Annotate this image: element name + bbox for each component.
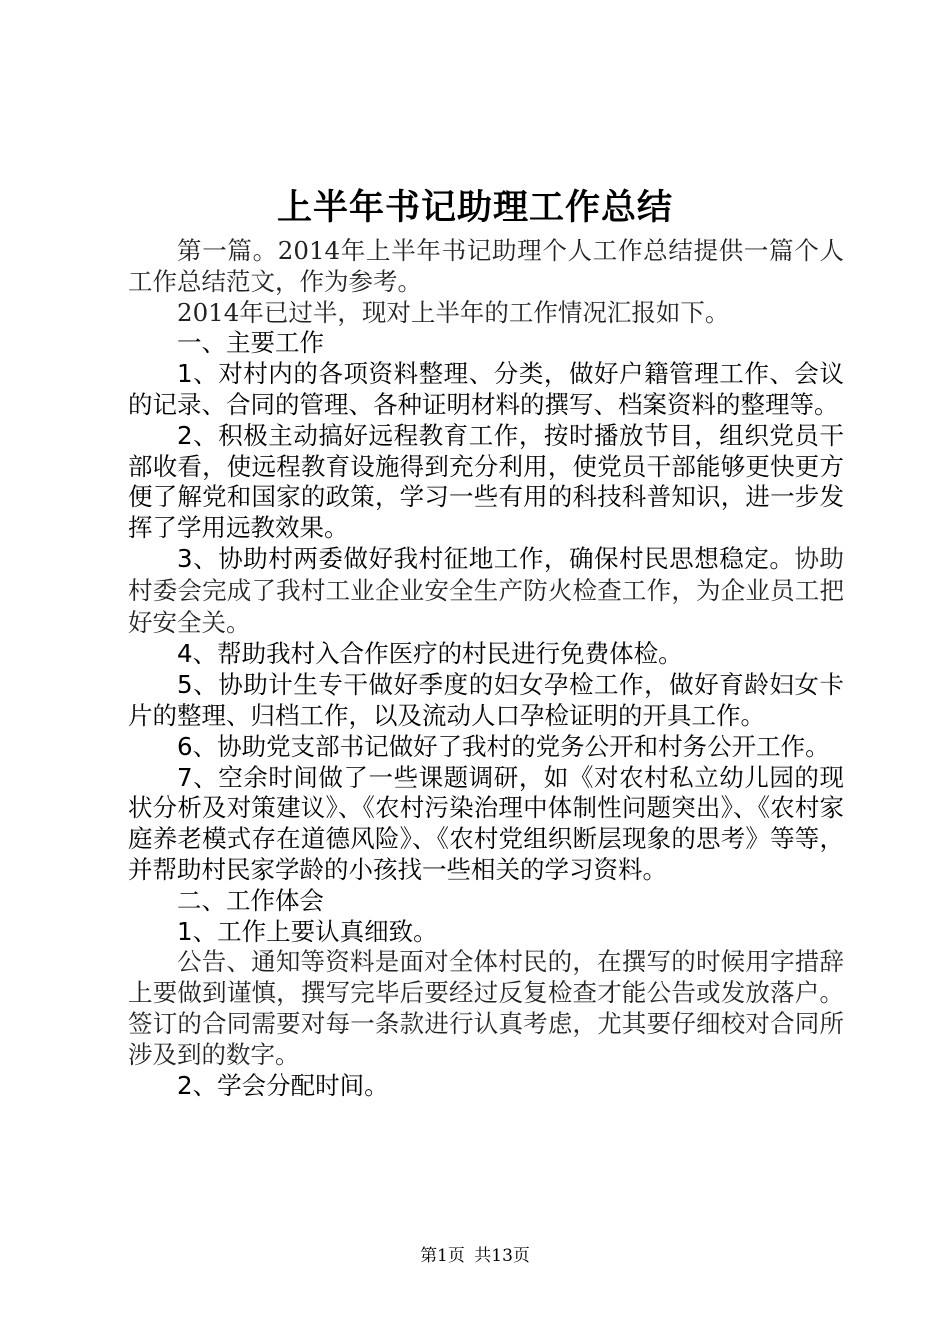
section-heading-experience: 二、工作体会: [177, 885, 324, 915]
intro-paragraph: 第一篇。2014年上半年书记助理个人工作总结提供一篇个人工作总结范文，作为参考。: [128, 236, 844, 296]
work-item-3: [128, 544, 844, 639]
work-item-7: 7、空余时间做了一些课题调研，如《对农村私立幼儿园的现状分析及对策建议》、《农村污染治理中体制性问题突出》、《农村家庭养老模式存在道德风险》、《农村党组织断层现象的思考》等等，并帮助村民家学龄的小孩找一些相关的学习资料。: [128, 762, 844, 884]
work-item-1: 1、对村内的各项资料整理、分类，做好户籍管理工作、会议的记录、合同的管理、各种证明材料的撰写、档案资料的整理等。: [128, 359, 844, 419]
experience-item-1-detail: 公告、通知等资料是面对全体村民的，在撰写的时候用字措辞上要做到谨慎，撰写完毕后要经过反复检查才能公告或发放落户。签订的合同需要对每一条款进行认真考虑，尤其要仔细校对合同所涉及到的数字。: [128, 947, 844, 1069]
section-heading-main-work: 一、主要工作: [177, 328, 324, 358]
page-total: 共13页: [474, 1246, 530, 1266]
document-body: [128, 236, 844, 1101]
experience-item-1: 1、工作上要认真细致。: [177, 916, 438, 946]
work-item-6: 6、协助党支部书记做好了我村的党务公开和村务公开工作。: [177, 731, 830, 761]
document-title: 上半年书记助理工作总结: [276, 187, 673, 228]
work-item-2: 2、积极主动搞好远程教育工作，按时播放节目，组织党员干部收看，使远程教育设施得到充分利用，使党员干部能够更快更方便了解党和国家的政策，学习一些有用的科技科普知识，进一步发挥了学用远教效果。: [128, 420, 844, 543]
work-item-3-continuation: 协助村委会完成了我村工业企业安全生产防火检查工作，为企业员工把好安全关。: [128, 543, 844, 637]
page-footer: [0, 1241, 950, 1266]
summary-paragraph: 2014年已过半，现对上半年的工作情况汇报如下。: [177, 297, 730, 327]
page-number: 第1页: [420, 1246, 465, 1266]
work-item-3-text: 3、协助村两委做好我村征地工作，确保村民思想稳定。: [177, 543, 795, 573]
work-item-5: 5、协助计生专干做好季度的妇女孕检工作，做好育龄妇女卡片的整理、归档工作，以及流动人口孕检证明的开具工作。: [128, 670, 844, 730]
experience-item-2: 2、学会分配时间。: [177, 1070, 389, 1100]
work-item-4: 4、帮助我村入合作医疗的村民进行免费体检。: [177, 639, 683, 669]
